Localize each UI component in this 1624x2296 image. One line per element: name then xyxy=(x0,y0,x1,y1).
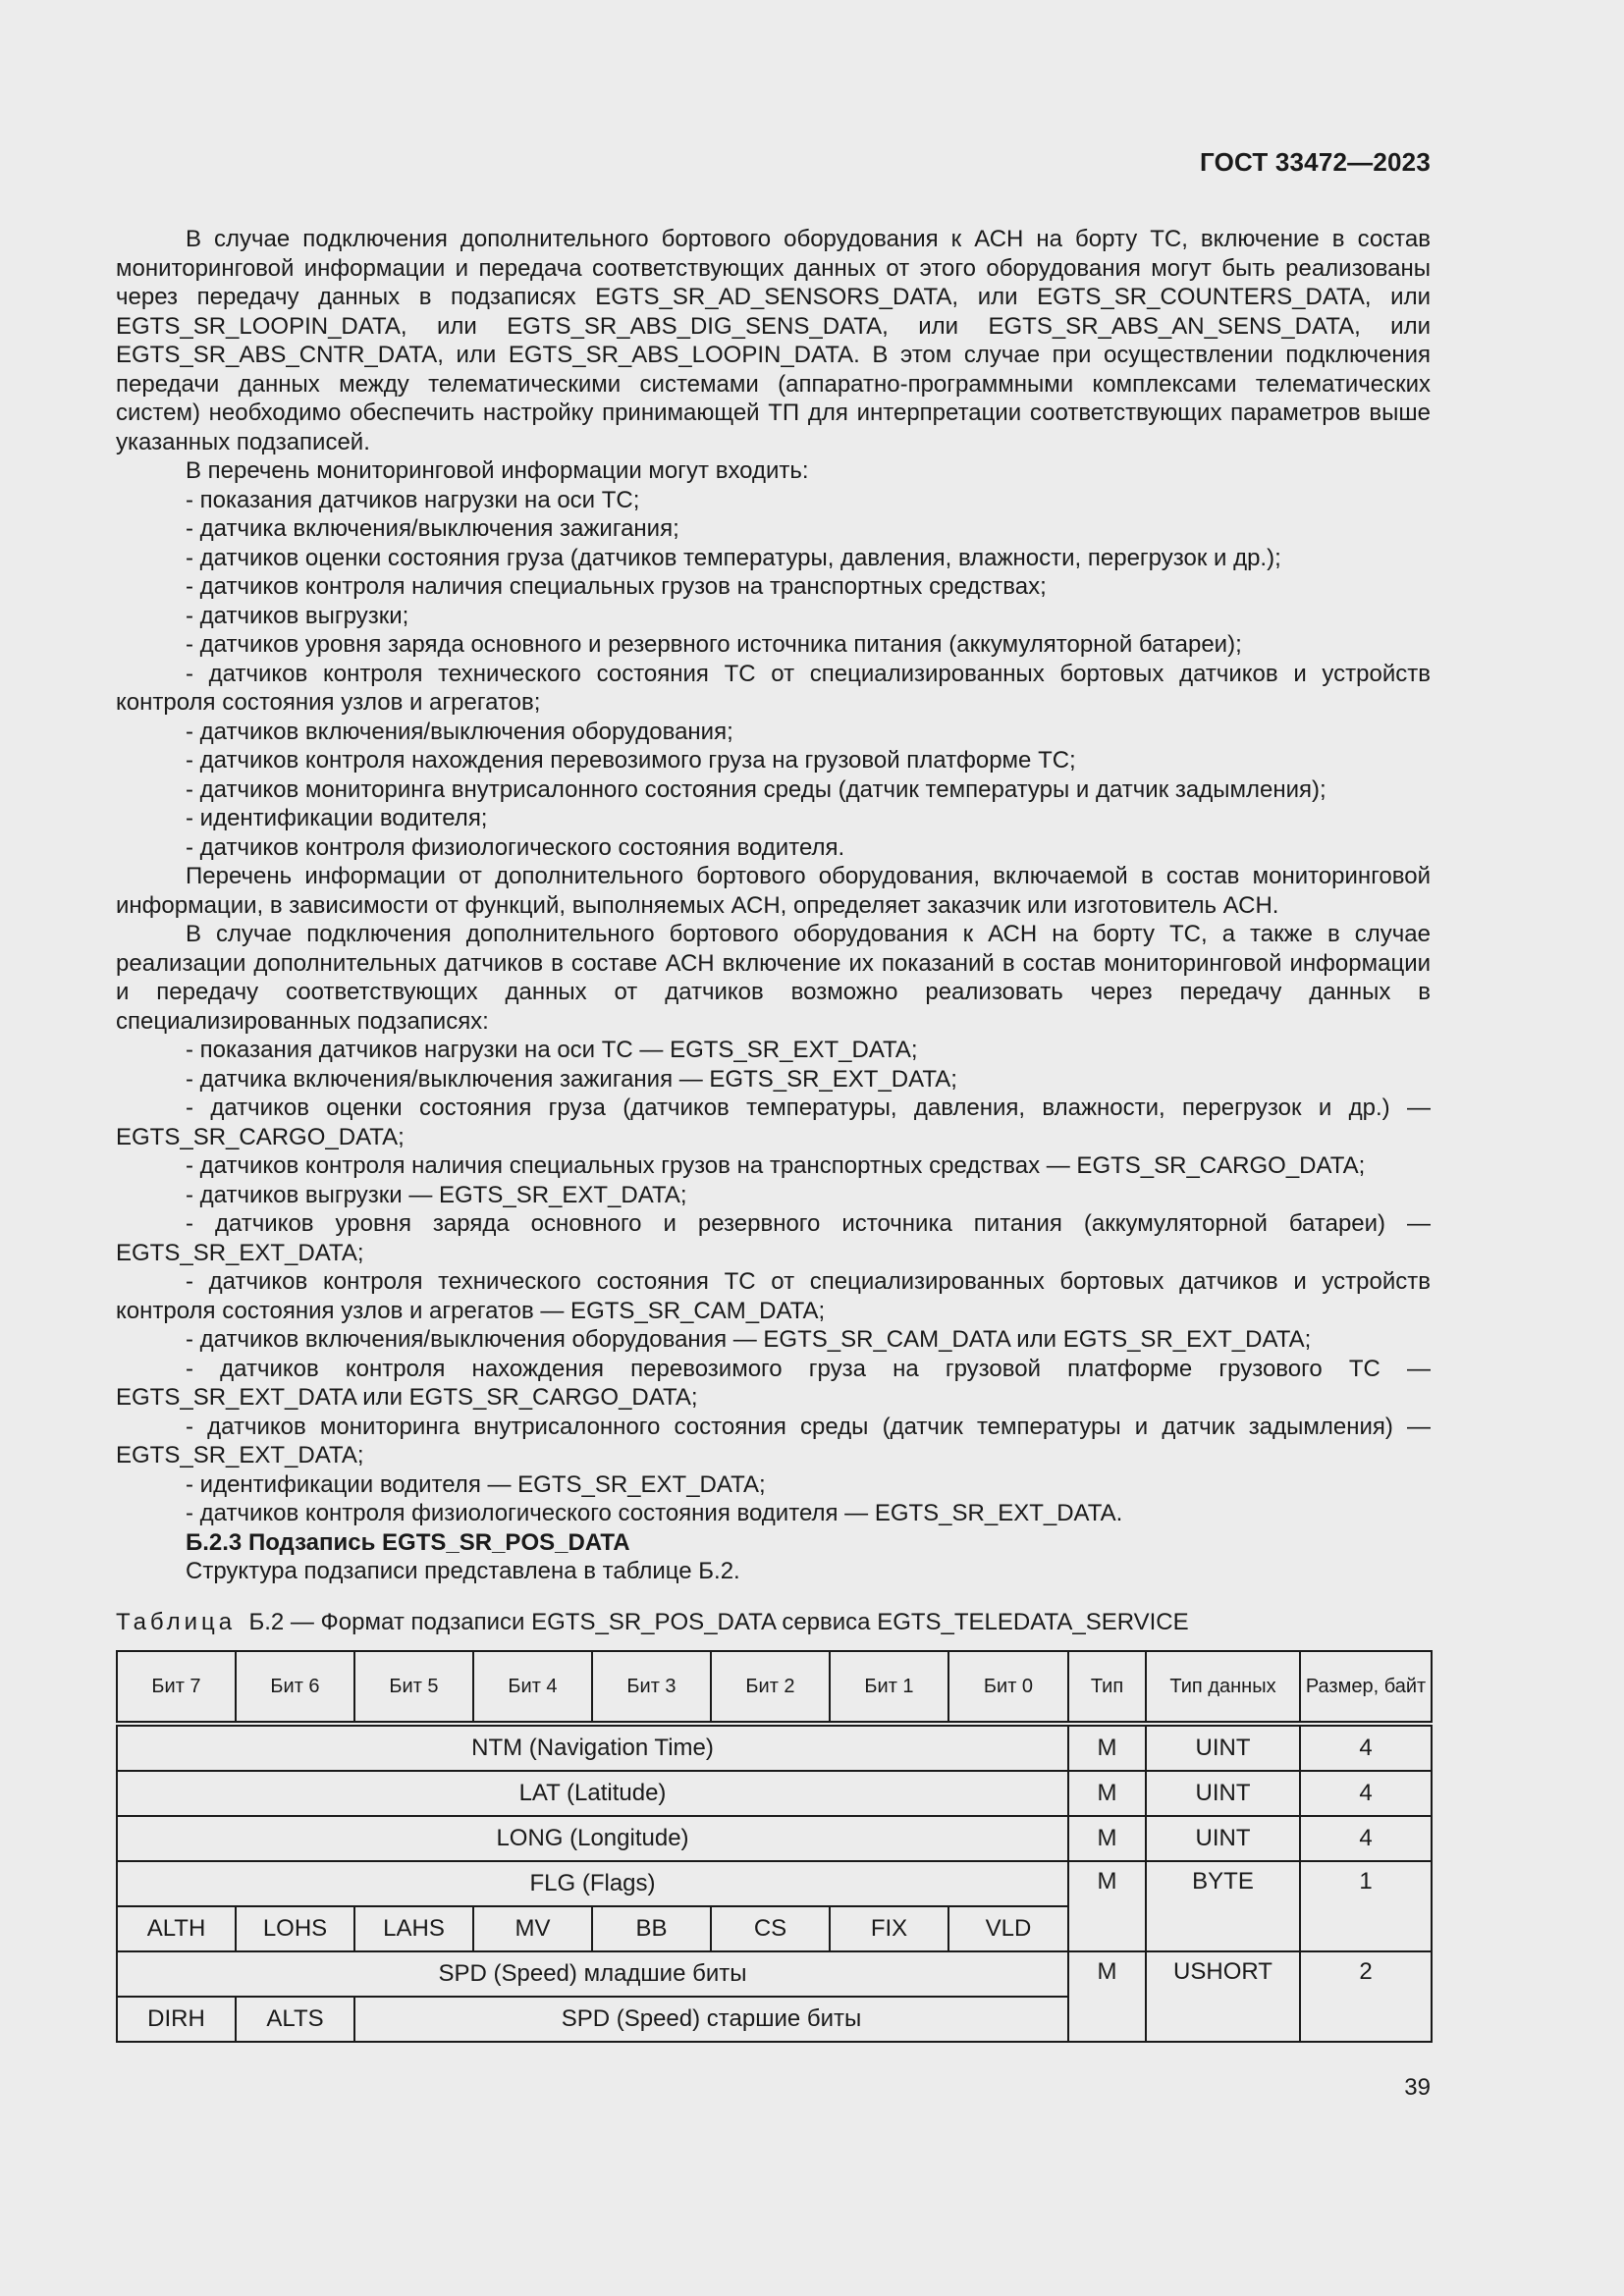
field-type: M xyxy=(1068,1861,1146,1951)
header-bit6: Бит 6 xyxy=(236,1651,354,1724)
table-row-spd-low xyxy=(117,1951,1432,1997)
section-intro: Структура подзаписи представлена в таблице Б.2. xyxy=(186,1558,740,1584)
paragraph: - датчиков уровня заряда основного и резервного источника питания (аккумуляторной батареи) — EGTS_SR_EXT_DATA; xyxy=(116,1210,1431,1266)
header-bit5: Бит 5 xyxy=(354,1651,473,1724)
paragraph: - датчиков включения/выключения оборудования — EGTS_SR_CAM_DATA или EGTS_SR_EXT_DATA; xyxy=(186,1326,1312,1353)
format-table xyxy=(116,1650,1433,2043)
field-size: 4 xyxy=(1300,1816,1432,1861)
body-text xyxy=(116,225,1431,1586)
header-bit3: Бит 3 xyxy=(592,1651,711,1724)
paragraph: - датчиков контроля технического состояния ТС от специализированных бортовых датчиков и устройств контроля состояния узлов и агрегатов; xyxy=(116,660,1431,716)
paragraph: - показания датчиков нагрузки на оси ТС; xyxy=(186,486,640,513)
paragraph: - показания датчиков нагрузки на оси ТС — EGTS_SR_EXT_DATA; xyxy=(186,1037,918,1063)
section-heading: Б.2.3 Подзапись EGTS_SR_POS_DATA xyxy=(186,1528,630,1556)
paragraph: - датчиков выгрузки; xyxy=(186,602,409,629)
paragraph: - датчиков контроля наличия специальных грузов на транспортных средствах — EGTS_SR_CARGO_DATA; xyxy=(186,1152,1366,1179)
flag-bit: BB xyxy=(592,1906,711,1951)
header-bit0: Бит 0 xyxy=(948,1651,1068,1724)
page-number: 39 xyxy=(1404,2074,1431,2101)
table-row-lat xyxy=(117,1771,1432,1816)
paragraph-list xyxy=(116,225,1431,1528)
table-row-long xyxy=(117,1816,1432,1861)
paragraph: - датчиков контроля нахождения перевозимого груза на грузовой платформе грузового ТС — EGTS_SR_EXT_DATA или EGTS_SR_CARGO_DATA; xyxy=(116,1355,1431,1411)
header-bit1: Бит 1 xyxy=(830,1651,948,1724)
field-type: M xyxy=(1068,1771,1146,1816)
flag-bit: ALTH xyxy=(117,1906,236,1951)
header-bit7: Бит 7 xyxy=(117,1651,236,1724)
paragraph: - датчиков контроля наличия специальных грузов на транспортных средствах; xyxy=(186,573,1047,600)
field-data-type: USHORT xyxy=(1146,1951,1300,2042)
paragraph: - датчиков контроля физиологического состояния водителя. xyxy=(186,833,845,861)
paragraph: - датчиков включения/выключения оборудования; xyxy=(186,718,733,745)
field-size: 2 xyxy=(1300,1951,1432,2042)
paragraph: В случае подключения дополнительного бортового оборудования к АСН на борту ТС, а также в случае реализации дополнительных датчиков в составе АСН включение их показаний в состав мониторинговой информации и передачу соответствующих данных от датчиков возможно реализовать через передачу данных в специализированных подзаписях: xyxy=(116,921,1431,1035)
flag-bit: CS xyxy=(711,1906,830,1951)
flag-bit: DIRH xyxy=(117,1997,236,2042)
paragraph: Перечень информации от дополнительного бортового оборудования, включаемой в состав мониторинговой информации, в зависимости от функций, выполняемых АСН, определяет заказчик или изготовитель АСН. xyxy=(116,863,1431,919)
paragraph: - датчика включения/выключения зажигания — EGTS_SR_EXT_DATA; xyxy=(186,1065,957,1093)
flag-bit: VLD xyxy=(948,1906,1068,1951)
field-size: 4 xyxy=(1300,1771,1432,1816)
header-type: Тип xyxy=(1068,1651,1146,1724)
field-name: NTM (Navigation Time) xyxy=(117,1724,1068,1771)
field-name: LONG (Longitude) xyxy=(117,1816,1068,1861)
paragraph: - идентификации водителя — EGTS_SR_EXT_DATA; xyxy=(186,1470,766,1498)
field-data-type: UINT xyxy=(1146,1816,1300,1861)
paragraph: - датчиков оценки состояния груза (датчиков температуры, давления, влажности, перегрузок и др.) — EGTS_SR_CARGO_DATA; xyxy=(116,1095,1431,1150)
paragraph: - датчиков уровня заряда основного и резервного источника питания (аккумуляторной батареи); xyxy=(186,631,1242,658)
paragraph: - датчиков контроля технического состояния ТС от специализированных бортовых датчиков и устройств контроля состояния узлов и агрегатов — EGTS_SR_CAM_DATA; xyxy=(116,1268,1431,1324)
field-type: M xyxy=(1068,1724,1146,1771)
paragraph: - датчика включения/выключения зажигания; xyxy=(186,515,679,542)
table-row-flg xyxy=(117,1861,1432,1906)
paragraph: - датчиков мониторинга внутрисалонного состояния среды (датчик температуры и датчик задымления) — EGTS_SR_EXT_DATA; xyxy=(116,1413,1431,1468)
field-name: LAT (Latitude) xyxy=(117,1771,1068,1816)
field-name: SPD (Speed) младшие биты xyxy=(117,1951,1068,1997)
paragraph: - датчиков контроля нахождения перевозимого груза на грузовой платформе ТС; xyxy=(186,747,1076,774)
field-size: 1 xyxy=(1300,1861,1432,1951)
table-header-row xyxy=(117,1651,1432,1724)
field-data-type: BYTE xyxy=(1146,1861,1300,1951)
field-data-type: UINT xyxy=(1146,1771,1300,1816)
table-caption-word: Таблица xyxy=(116,1609,237,1635)
paragraph: - датчиков оценки состояния груза (датчиков температуры, давления, влажности, перегрузок и др.); xyxy=(186,544,1281,571)
field-data-type: UINT xyxy=(1146,1724,1300,1771)
paragraph: - идентификации водителя; xyxy=(186,805,488,831)
paragraph: - датчиков мониторинга внутрисалонного состояния среды (датчик температуры и датчик задымления); xyxy=(186,775,1326,803)
header-bit2: Бит 2 xyxy=(711,1651,830,1724)
flag-bit: FIX xyxy=(830,1906,948,1951)
table-row-ntm xyxy=(117,1724,1432,1771)
flag-bit: MV xyxy=(473,1906,592,1951)
paragraph: В перечень мониторинговой информации могут входить: xyxy=(186,457,809,484)
field-name: FLG (Flags) xyxy=(117,1861,1068,1906)
header-size: Размер, байт xyxy=(1300,1651,1432,1724)
flag-bit: ALTS xyxy=(236,1997,354,2042)
paragraph: В случае подключения дополнительного бортового оборудования к АСН на борту ТС, включение в состав мониторинговой информации и передача соответствующих данных от этого оборудования могут быть реализованы через передачу данных в подзаписях EGTS_SR_AD_SENSORS_DATA, или EGTS_SR_COUNTERS_DATA, или EGTS_SR_LOOPIN_DATA, или EGTS_SR_ABS_DIG_SENS_DATA, или EGTS_SR_ABS_AN_SENS_DATA, или EGTS_SR_ABS_CNTR_DATA, или EGTS_SR_ABS_LOOPIN_DATA. В этом случае при осуществлении подключения передачи данных между телематическими системами (аппаратно-программными комплексами телематических систем) необходимо обеспечить настройку принимающей ТП для интерпретации соответствующих параметров выше указанных подзаписей. xyxy=(116,226,1431,455)
flag-bit: LOHS xyxy=(236,1906,354,1951)
paragraph: - датчиков контроля физиологического состояния водителя — EGTS_SR_EXT_DATA. xyxy=(186,1500,1123,1526)
field-type: M xyxy=(1068,1816,1146,1861)
table-caption xyxy=(116,1608,1189,1637)
paragraph: - датчиков выгрузки — EGTS_SR_EXT_DATA; xyxy=(186,1181,687,1208)
header-data-type: Тип данных xyxy=(1146,1651,1300,1724)
flag-bit: LAHS xyxy=(354,1906,473,1951)
standard-header: ГОСТ 33472—2023 xyxy=(1200,147,1431,177)
header-bit4: Бит 4 xyxy=(473,1651,592,1724)
field-size: 4 xyxy=(1300,1724,1432,1771)
field-type: M xyxy=(1068,1951,1146,2042)
table-caption-title: Б.2 — Формат подзаписи EGTS_SR_POS_DATA сервиса EGTS_TELEDATA_SERVICE xyxy=(248,1609,1189,1635)
field-name: SPD (Speed) старшие биты xyxy=(354,1997,1068,2042)
